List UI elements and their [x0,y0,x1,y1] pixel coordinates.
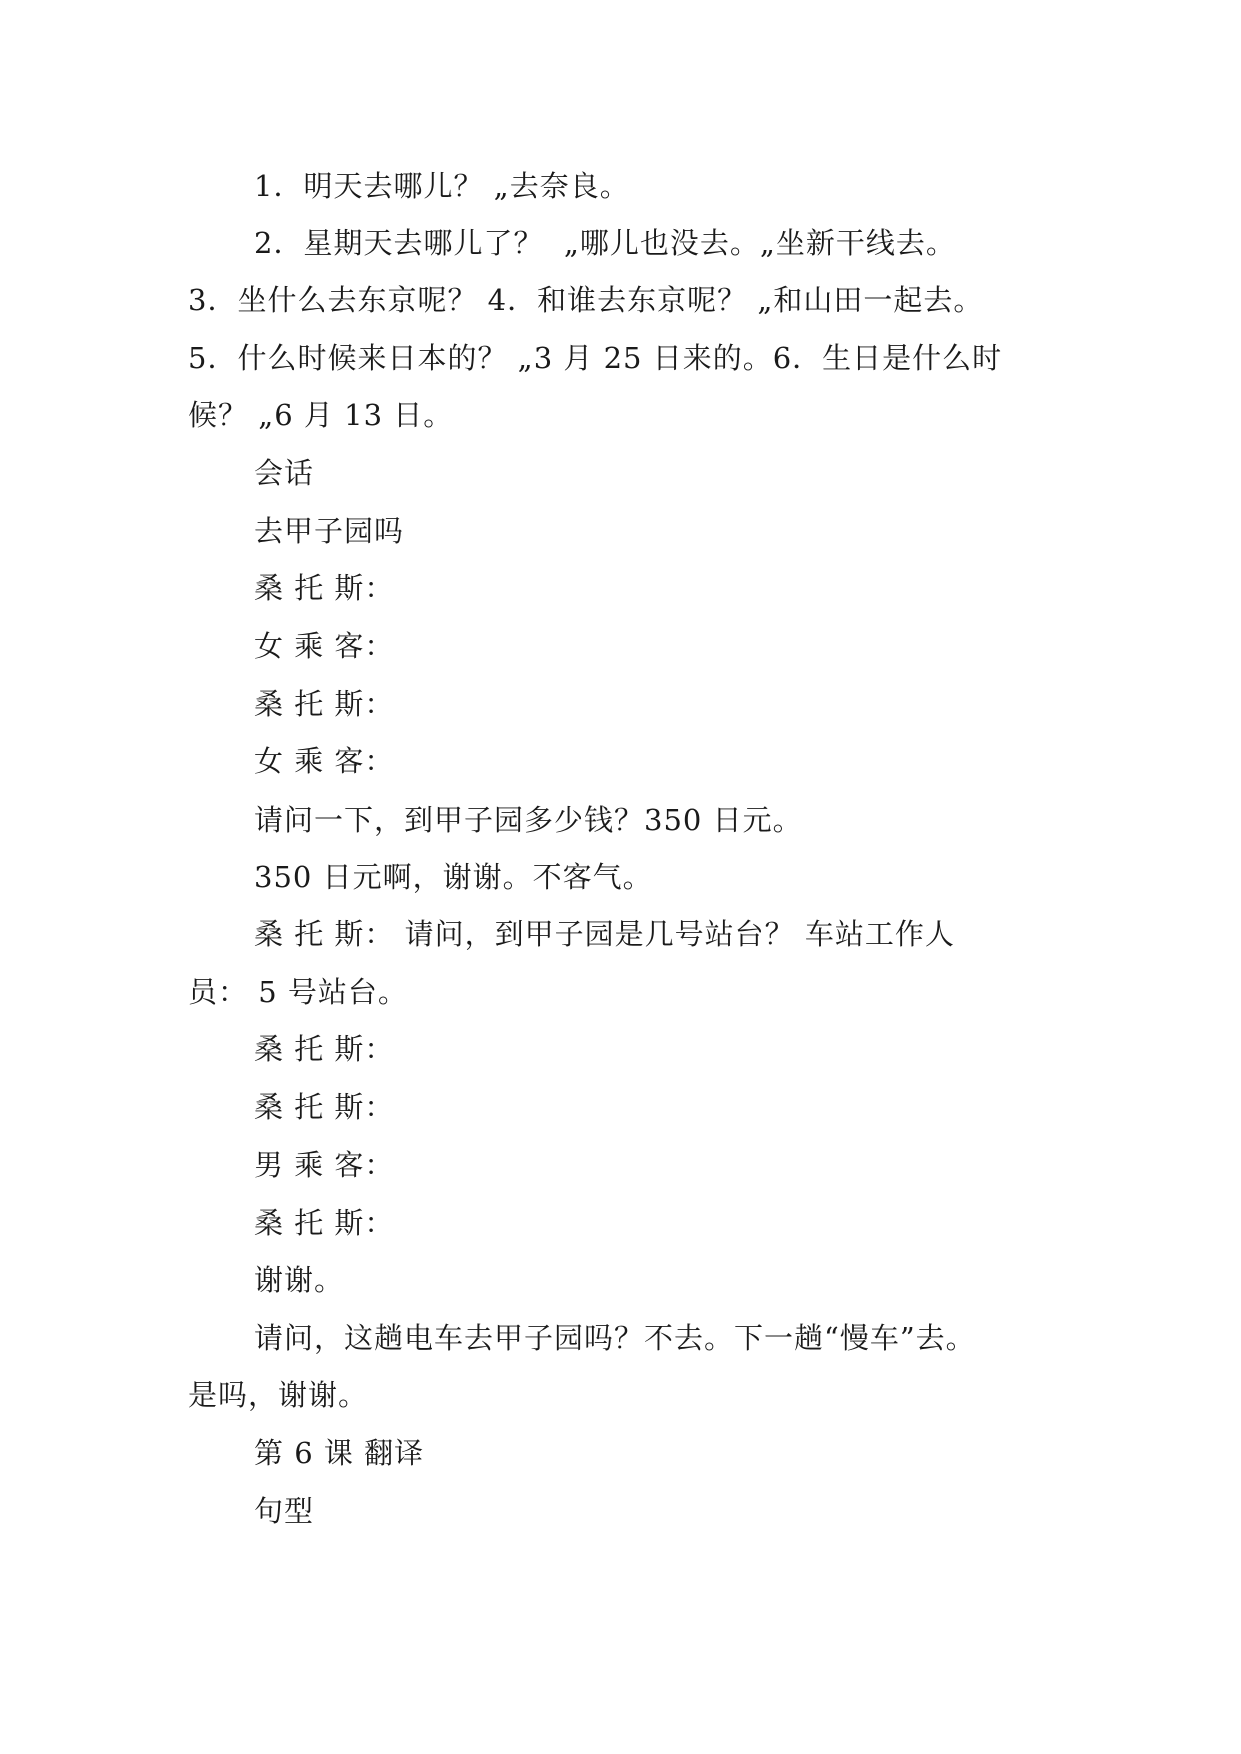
text-line-19: 桑 托 斯： [254,1206,395,1240]
text-line-6: 会话 [254,456,315,490]
text-line-14: 桑 托 斯： 请问，到甲子园是几号站台？ 车站工作人 [254,917,955,951]
text-line-5: 候？ „6 月 13 日。 [188,398,454,432]
text-line-10: 桑 托 斯： [254,687,395,721]
text-line-3: 3．坐什么去东京呢？ 4．和谁去东京呢？ „和山田一起去。 [188,283,984,317]
text-line-13: 350 日元啊，谢谢。不客气。 [254,860,653,894]
text-line-7: 去甲子园吗 [254,514,405,548]
text-line-23: 第 6 课 翻译 [254,1436,425,1470]
text-line-22: 是吗，谢谢。 [188,1378,369,1412]
text-line-16: 桑 托 斯： [254,1032,395,1066]
text-line-9: 女 乘 客： [254,629,395,663]
text-line-8: 桑 托 斯： [254,571,395,605]
text-line-4: 5．什么时候来日本的？ „3 月 25 日来的。6．生日是什么时 [188,341,1003,375]
text-line-18: 男 乘 客： [254,1148,395,1182]
text-line-2: 2．星期天去哪儿了？ „哪儿也没去。„坐新干线去。 [254,226,956,260]
text-line-12: 请问一下，到甲子园多少钱？350 日元。 [254,803,803,837]
text-line-1: 1．明天去哪儿？ „去奈良。 [254,169,630,203]
text-line-11: 女 乘 客： [254,744,395,778]
text-line-24: 句型 [254,1494,315,1528]
text-line-20: 谢谢。 [254,1263,345,1297]
text-line-17: 桑 托 斯： [254,1090,395,1124]
text-line-15: 员： 5 号站台。 [188,975,408,1009]
text-line-21: 请问，这趟电车去甲子园吗？不去。下一趟“慢车”去。 [254,1321,976,1355]
